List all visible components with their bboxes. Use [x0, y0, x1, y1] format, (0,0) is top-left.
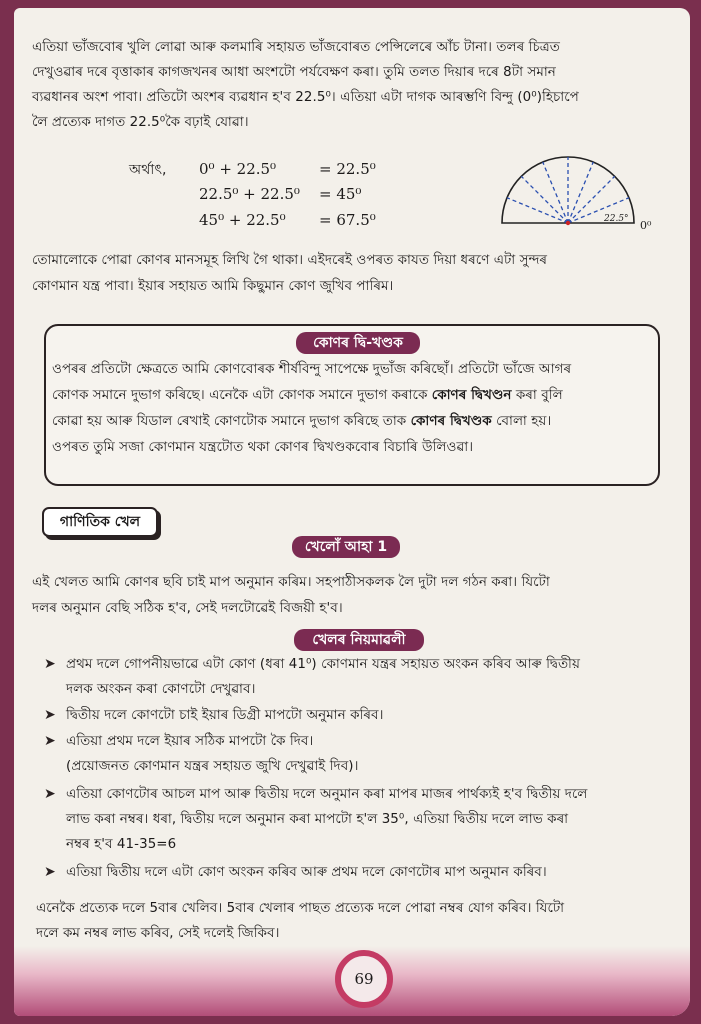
arrow-bullet-icon: ➤ [44, 786, 56, 802]
equation-row-1-left: 0⁰ + 22.5⁰ [199, 160, 277, 178]
equation-row-3-right: = 67.5⁰ [319, 211, 376, 229]
intro-line-2: দেখুওৱাৰ দৰে বৃত্তাকাৰ কাগজখনৰ আধা অংশটো পৰ্যবেক্ষণ কৰা। তুমি তলত দিয়াৰ দৰে 8টা সমান [32, 65, 556, 80]
game-intro-line-1: এই খেলত আমি কোণৰ ছবি চাই মাপ অনুমান কৰিম। সহপাঠীসকলক লৈ দুটা দল গঠন কৰা। যিটো [32, 575, 550, 590]
rule-1-line-2: দলক অংকন কৰা কোণটো দেখুৱাব। [66, 682, 256, 697]
rule-4-line-3: নম্বৰ হ'ব 41-35=6 [66, 837, 177, 852]
page-number: 69 [354, 970, 374, 988]
lets-play-title: খেলোঁ আহা 1 [292, 536, 400, 558]
equation-row-1-right: = 22.5⁰ [319, 160, 376, 178]
closing-line-1: এনেকৈ প্ৰত্যেক দলে 5বাৰ খেলিব। 5বাৰ খেলাৰ পাছত প্ৰত্যেক দলে পোৱা নম্বৰ যোগ কৰিব। যিটো [36, 901, 565, 916]
equation-row-2-right: = 45⁰ [319, 185, 362, 203]
rule-3-line-2: (প্ৰয়োজনত কোণমান যন্ত্ৰৰ সহায়ত জুখি দেখুৱাই দিব)। [66, 759, 359, 774]
rule-2-line-1: দ্বিতীয় দলে কোণটো চাই ইয়াৰ ডিগ্ৰী মাপটো অনুমান কৰিব। [66, 708, 384, 723]
term-angle-bisector: কোণৰ দ্বিখণ্ডক [410, 414, 492, 429]
arrow-bullet-icon: ➤ [44, 864, 56, 880]
bisector-line-2: কোণক সমানে দুভাগ কৰিছে। এনেকৈ এটা কোণক সমানে দুভাগ কৰাকে কোণৰ দ্বিখণ্ডন কৰা বুলি [52, 388, 563, 403]
arrow-bullet-icon: ➤ [44, 733, 56, 749]
bisector-line-1: ওপৰৰ প্ৰতিটো ক্ষেত্ৰতে আমি কোণবোৰক শীৰ্ষবিন্দু সাপেক্ষে দুভাঁজ কৰিছোঁ। প্ৰতিটো ভাঁজে আগৰ [52, 362, 572, 377]
intro-line-3: ব্যৱধানৰ অংশ পাবা। প্ৰতিটো অংশৰ ব্যৱধান হ'ব 22.5⁰। এতিয়া এটা দাগক আৰম্ভণি বিন্দু (0⁰)হিচাপে [32, 90, 579, 105]
after-eq-line-1: তোমালোকে পোৱা কোণৰ মানসমূহ লিখি গৈ থাকা। এইদৰেই ওপৰত কাযত দিয়া ধৰণে এটা সুন্দৰ [32, 253, 548, 268]
term-angle-bisection: কোণৰ দ্বিখণ্ডন [431, 388, 512, 403]
angle-bisector-box [44, 324, 660, 486]
intro-line-1: এতিয়া ভাঁজবোৰ খুলি লোৱা আৰু কলমাৰি সহায়ত ভাঁজবোৰত পেন্সিলেৰে আঁচ টানা। তলৰ চিত্ৰত [32, 40, 560, 55]
closing-line-2: দলে কম নম্বৰ লাভ কৰিব, সেই দলেই জিকিব। [36, 926, 280, 941]
rule-4-line-2: লাভ কৰা নম্বৰ। ধৰা, দ্বিতীয় দলে অনুমান কৰা মাপটো হ'ল 35⁰, এতিয়া দ্বিতীয় দলে লাভ কৰা [66, 812, 569, 827]
after-eq-line-2: কোণমান যন্ত্ৰ পাবা। ইয়াৰ সহায়ত আমি কিছুমান কোণ জুখিব পাৰিম। [32, 279, 394, 294]
equation-row-2-left: 22.5⁰ + 22.5⁰ [199, 185, 300, 203]
intro-line-4: লৈ প্ৰত্যেক দাগত 22.5⁰কৈ বঢ়াই যোৱা। [32, 115, 249, 130]
textbook-page [14, 8, 690, 1016]
rules-title: খেলৰ নিয়মাৱলী [294, 629, 424, 651]
equation-row-3-left: 45⁰ + 22.5⁰ [199, 211, 286, 229]
page-number-badge [335, 950, 393, 1008]
figure-zero-label: 0⁰ [640, 219, 652, 232]
bisector-line-3: কোৱা হয় আৰু যিডাল ৰেখাই কোণটোক সমানে দুভাগ কৰিছে তাক কোণৰ দ্বিখণ্ডক বোলা হয়। [52, 414, 552, 429]
math-game-section-label: গাণিতিক খেল [42, 507, 158, 537]
equation-prefix: অৰ্থাৎ, [129, 162, 167, 178]
game-intro-line-2: দলৰ অনুমান বেছি সঠিক হ'ব, সেই দলটোৱেই বিজয়ী হ'ব। [32, 601, 343, 616]
arrow-bullet-icon: ➤ [44, 707, 56, 723]
bisector-line-4: ওপৰত তুমি সজা কোণমান যন্ত্ৰটোত থকা কোণৰ দ্বিখণ্ডকবোৰ বিচাৰি উলিওৱা। [52, 440, 474, 455]
bisector-title: কোণৰ দ্বি-খণ্ডক [296, 332, 420, 354]
semicircle-protractor-figure [494, 151, 674, 233]
rule-4-line-1: এতিয়া কোণটোৰ আচল মাপ আৰু দ্বিতীয় দলে অনুমান কৰা মাপৰ মাজৰ পাৰ্থক্যই হ'ব দ্বিতীয় দলে [66, 787, 588, 802]
figure-angle-label: 22.5° [604, 214, 629, 224]
arrow-bullet-icon: ➤ [44, 656, 56, 672]
rule-3-line-1: এতিয়া প্ৰথম দলে ইয়াৰ সঠিক মাপটো কৈ দিব। [66, 734, 314, 749]
rule-5-line-1: এতিয়া দ্বিতীয় দলে এটা কোণ অংকন কৰিব আৰু প্ৰথম দলে কোণটোৰ মাপ অনুমান কৰিব। [66, 865, 547, 880]
rule-1-line-1: প্ৰথম দলে গোপনীয়ভাৱে এটা কোণ (ধৰা 41⁰) কোণমান যন্ত্ৰৰ সহায়ত অংকন কৰিব আৰু দ্বিতীয় [66, 657, 580, 672]
